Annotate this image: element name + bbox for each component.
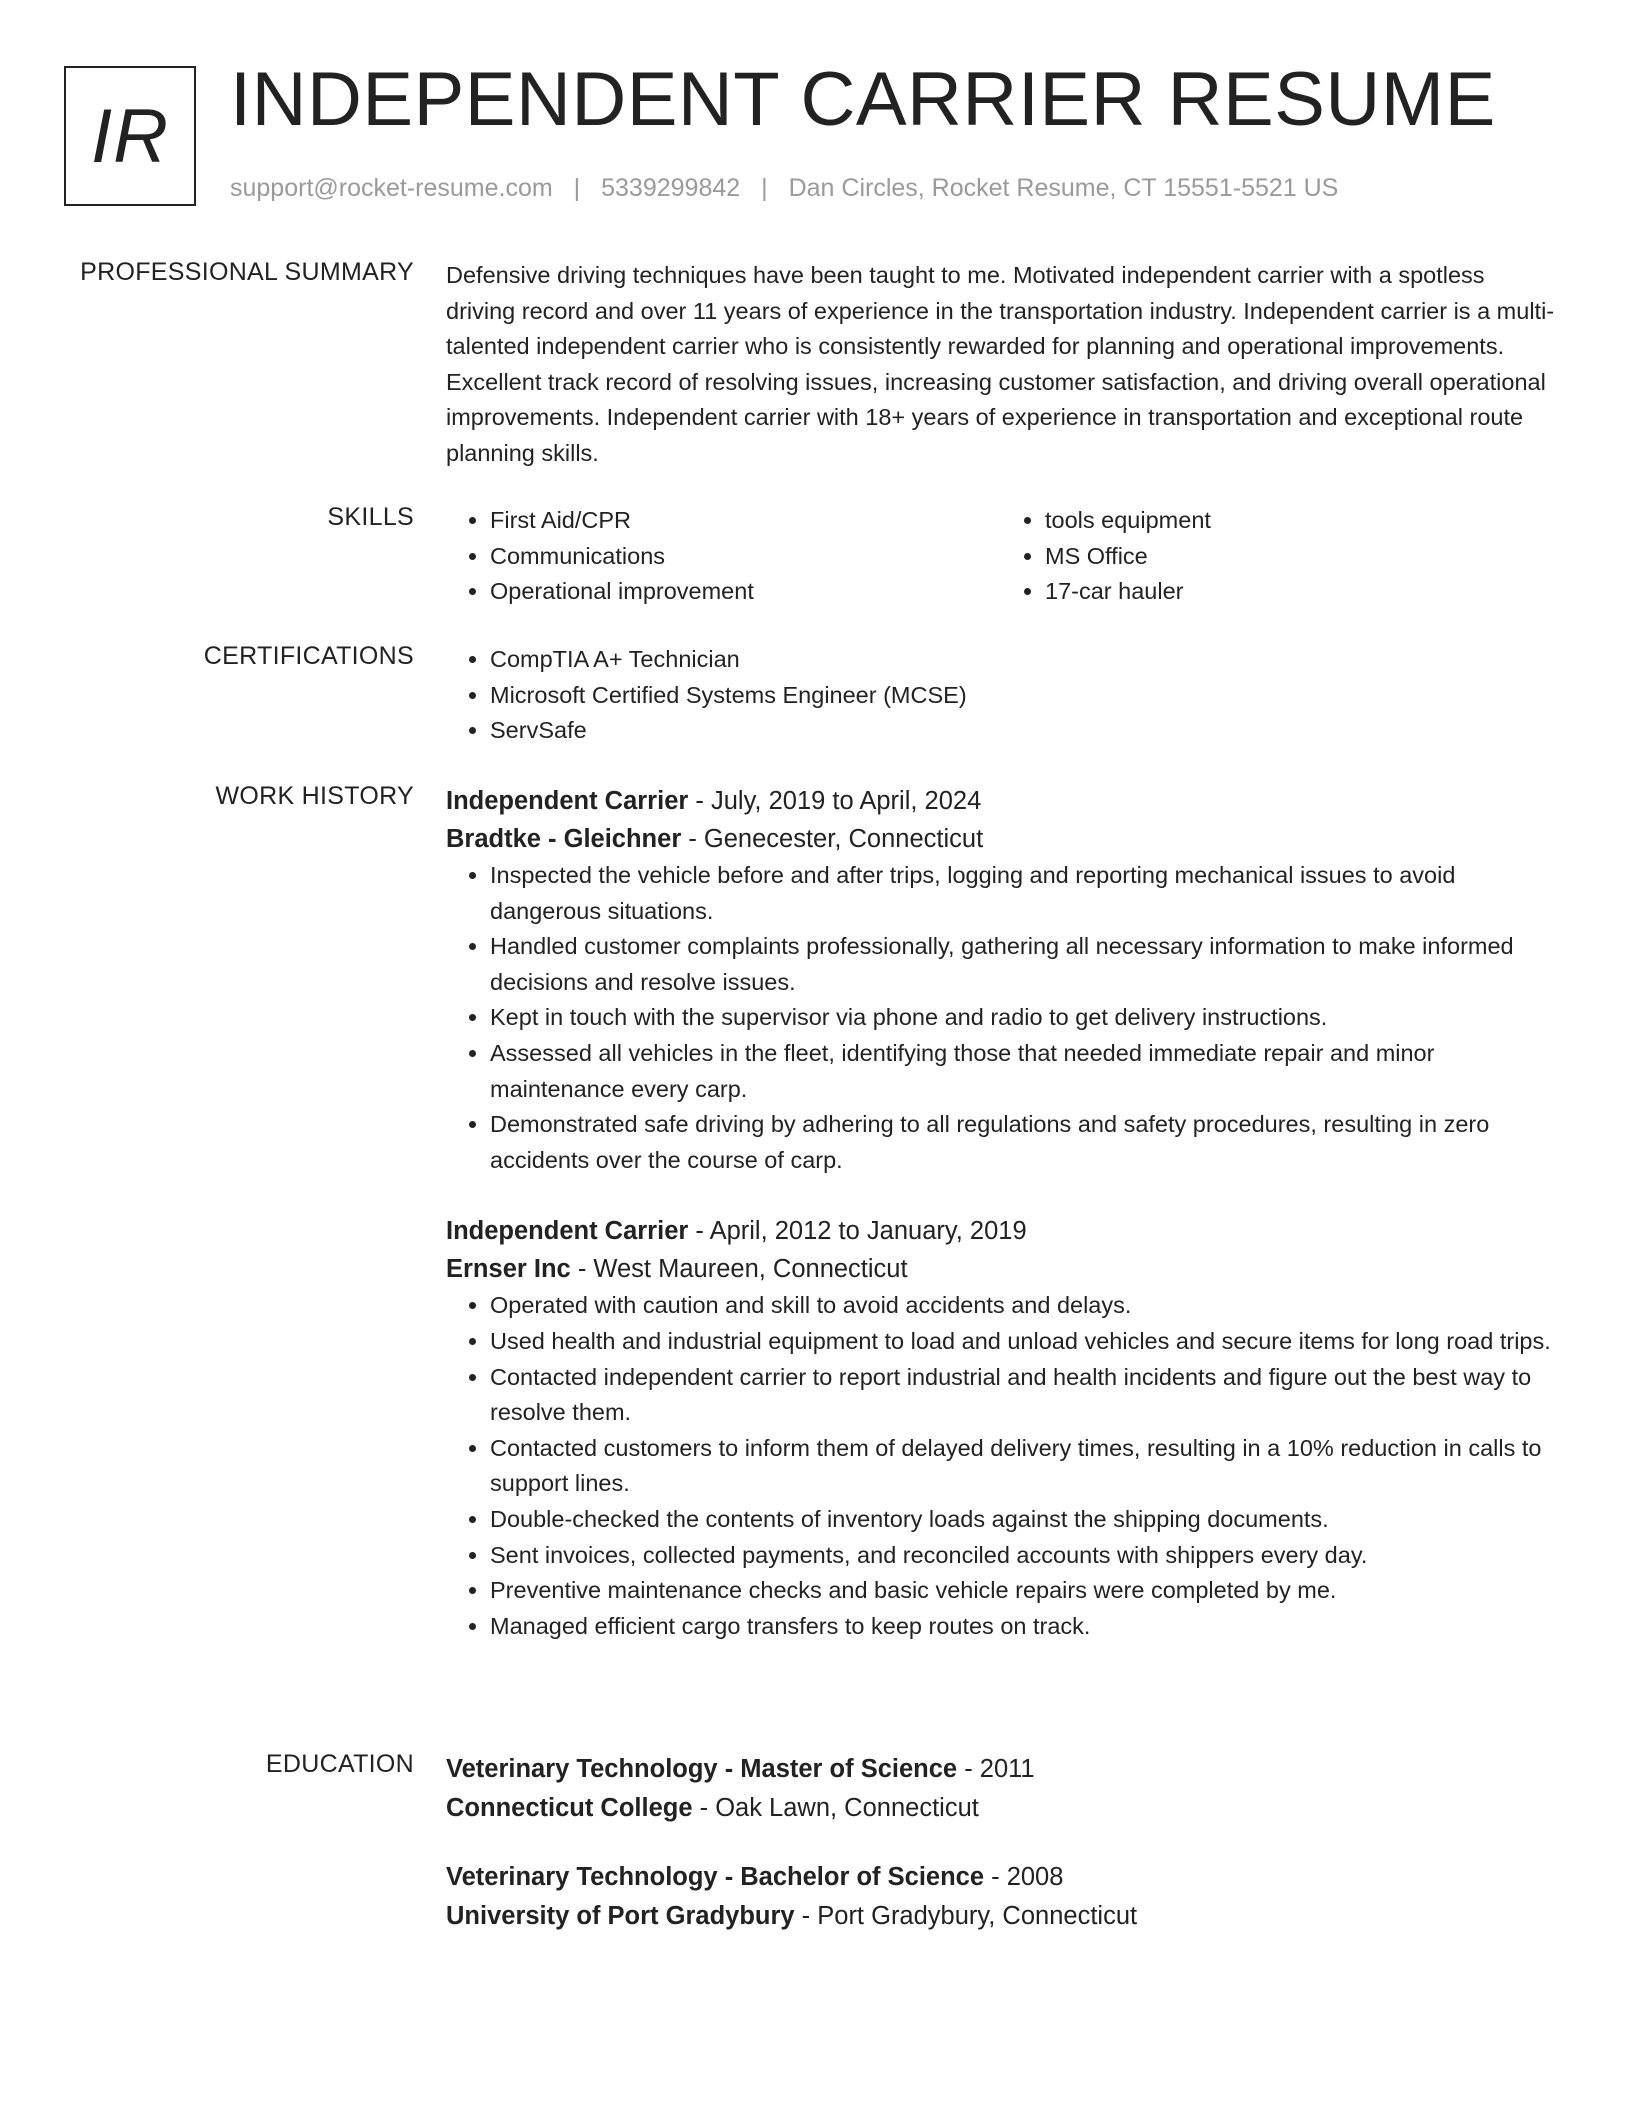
education-entry [446, 1858, 1556, 1936]
certifications-heading: CERTIFICATIONS [203, 642, 414, 670]
job-bullet: • Double-checked the contents of inventory loads against the shipping documents. [490, 1502, 1556, 1538]
job-location: - Genecester, Connecticut [681, 825, 984, 853]
contact-separator: | [573, 174, 581, 202]
skills-column-1 [446, 503, 1001, 610]
job-title-line [446, 782, 1556, 820]
job-bullet: • Used health and industrial equipment to load and unload vehicles and secure items for long road trips. [490, 1324, 1556, 1360]
job-entry [446, 782, 1556, 1178]
education-body [446, 1750, 1556, 1966]
job-bullet: • Handled customer complaints professionally, gathering all necessary information to make informed decisions and resolve issues. [490, 929, 1556, 1000]
job-bullet: • Inspected the vehicle before and after trips, logging and reporting mechanical issues to avoid dangerous situations. [490, 858, 1556, 929]
education-degree-line [446, 1750, 1556, 1789]
certification-item: • Microsoft Certified Systems Engineer (MCSE) [490, 678, 1556, 714]
summary-text: Defensive driving techniques have been taught to me. Motivated independent carrier with a spotless driving record and over 11 years of experience in the transportation industry. Independent carrier is a multi-talented independent carrier who is consistently rewarded for planning and operational improvements. Excellent track record of resolving issues, increasing customer satisfaction, and driving overall operational improvements. Independent carrier with 18+ years of experience in transportation and exceptional route planning skills. [446, 262, 1555, 466]
contact-line [230, 174, 1338, 203]
work-history-body [446, 782, 1556, 1678]
education-degree: Veterinary Technology - Bachelor of Science [446, 1863, 985, 1891]
contact-separator: | [761, 174, 768, 202]
skill-item: • MS Office [1045, 539, 1556, 575]
job-title: Independent Carrier [446, 787, 689, 815]
skill-item: • First Aid/CPR [490, 503, 1001, 539]
skills-body [446, 503, 1556, 610]
job-company-line [446, 1250, 1556, 1288]
job-title: Independent Carrier [446, 1217, 689, 1246]
education-school: University of Port Gradybury [446, 1902, 795, 1930]
education-degree: Veterinary Technology - Master of Science [446, 1755, 958, 1783]
monogram-initials: IR [91, 93, 169, 179]
job-title-line [446, 1212, 1556, 1250]
job-bullets [446, 858, 1556, 1178]
monogram-box [64, 66, 196, 206]
education-school-line [446, 1897, 1556, 1936]
education-school: Connecticut College [446, 1794, 693, 1822]
job-bullets [446, 1288, 1556, 1644]
contact-email: support@rocket-resume.com [230, 174, 553, 202]
education-year: - 2011 [957, 1755, 1035, 1783]
skill-item: • Operational improvement [490, 574, 1001, 610]
job-bullet: • Contacted independent carrier to report industrial and health incidents and figure out the best way to resolve them. [490, 1360, 1556, 1431]
summary-body [446, 258, 1556, 472]
education-location: - Oak Lawn, Connecticut [692, 1794, 979, 1822]
certifications-body [446, 642, 1556, 749]
skills-heading: SKILLS [327, 503, 414, 531]
education-heading: EDUCATION [265, 1750, 414, 1778]
job-dates: - April, 2012 to January, 2019 [688, 1217, 1027, 1246]
certification-item: • ServSafe [490, 713, 1556, 749]
job-bullet: • Demonstrated safe driving by adhering to all regulations and safety procedures, resulting in zero accidents over the course of carp. [490, 1107, 1556, 1178]
job-bullet: • Operated with caution and skill to avoid accidents and delays. [490, 1288, 1556, 1324]
job-company: Bradtke - Gleichner [446, 825, 682, 853]
certifications-list [446, 642, 1556, 749]
contact-address: Dan Circles, Rocket Resume, CT 15551-5521 US [788, 174, 1339, 202]
skill-item: • Communications [490, 539, 1001, 575]
job-bullet: • Managed efficient cargo transfers to keep routes on track. [490, 1609, 1556, 1645]
job-entry [446, 1212, 1556, 1644]
job-bullet: • Contacted customers to inform them of delayed delivery times, resulting in a 10% reduction in calls to support lines. [490, 1431, 1556, 1502]
resume-title: INDEPENDENT CARRIER RESUME [230, 57, 1496, 142]
job-location: - West Maureen, Connecticut [570, 1255, 908, 1284]
job-bullet: • Sent invoices, collected payments, and reconciled accounts with shippers every day. [490, 1538, 1556, 1574]
job-dates: - July, 2019 to April, 2024 [688, 787, 982, 815]
job-bullet: • Kept in touch with the supervisor via phone and radio to get delivery instructions. [490, 1000, 1556, 1036]
job-company: Ernser Inc [446, 1255, 571, 1284]
skills-column-2 [1001, 503, 1556, 610]
education-location: - Port Gradybury, Connecticut [794, 1902, 1138, 1930]
job-company-line [446, 820, 1556, 858]
job-bullet: • Preventive maintenance checks and basic vehicle repairs were completed by me. [490, 1573, 1556, 1609]
job-bullet: • Assessed all vehicles in the fleet, identifying those that needed immediate repair and minor maintenance every carp. [490, 1036, 1556, 1107]
contact-phone: 5339299842 [601, 174, 741, 202]
summary-heading: PROFESSIONAL SUMMARY [80, 258, 414, 286]
education-entry [446, 1750, 1556, 1828]
education-degree-line [446, 1858, 1556, 1897]
work-history-heading: WORK HISTORY [215, 782, 414, 810]
education-school-line [446, 1789, 1556, 1828]
skill-item: • 17-car hauler [1045, 574, 1556, 610]
certification-item: • CompTIA A+ Technician [490, 642, 1556, 678]
education-year: - 2008 [984, 1863, 1064, 1891]
skill-item: • tools equipment [1045, 503, 1556, 539]
